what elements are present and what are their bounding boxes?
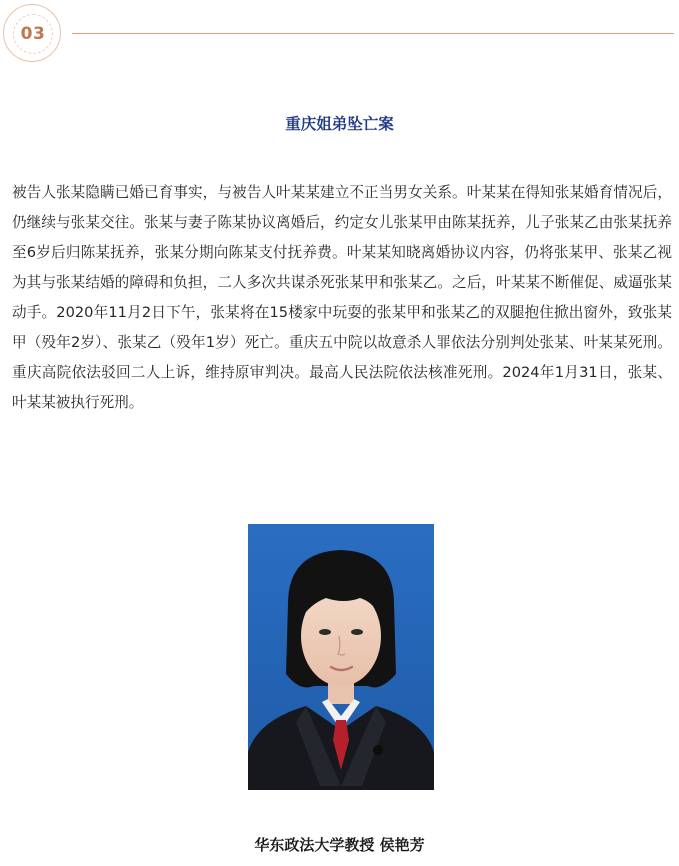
article-body: 被告人张某隐瞒已婚已育事实，与被告人叶某某建立不正当男女关系。叶某某在得知张某婚育情况后，仍继续与张某交往。张某与妻子陈某协议离婚后，约定女儿张某甲由陈某抚养，儿子张某乙由张某抚养至6岁后归陈某抚养，张某分期向陈某支付抚养费。叶某某知晓离婚协议内容，仍将张某甲、张某乙视为其与张某结婚的障碍和负担，二人多次共谋杀死张某甲和张某乙。之后，叶某某不断催促、威逼张某动手。2020年11月2日下午，张某将在15楼家中玩耍的张某甲和张某乙的双腿抱住掀出窗外，致张某甲（殁年2岁）、张某乙（殁年1岁）死亡。重庆五中院以故意杀人罪依法分别判处张某、叶某某死刑。重庆高院依法驳回二人上诉，维持原审判决。最高人民法院依法核准死刑。2024年1月31日，张某、叶某某被执行死刑。 — [12, 184, 672, 411]
header-divider — [72, 33, 674, 34]
section-number: 03 — [20, 24, 46, 44]
portrait-photo — [248, 524, 434, 790]
section-number-badge — [3, 4, 61, 62]
photo-caption: 华东政法大学教授 侯艳芳 — [254, 836, 425, 854]
article-title: 重庆姐弟坠亡案 — [285, 115, 394, 133]
